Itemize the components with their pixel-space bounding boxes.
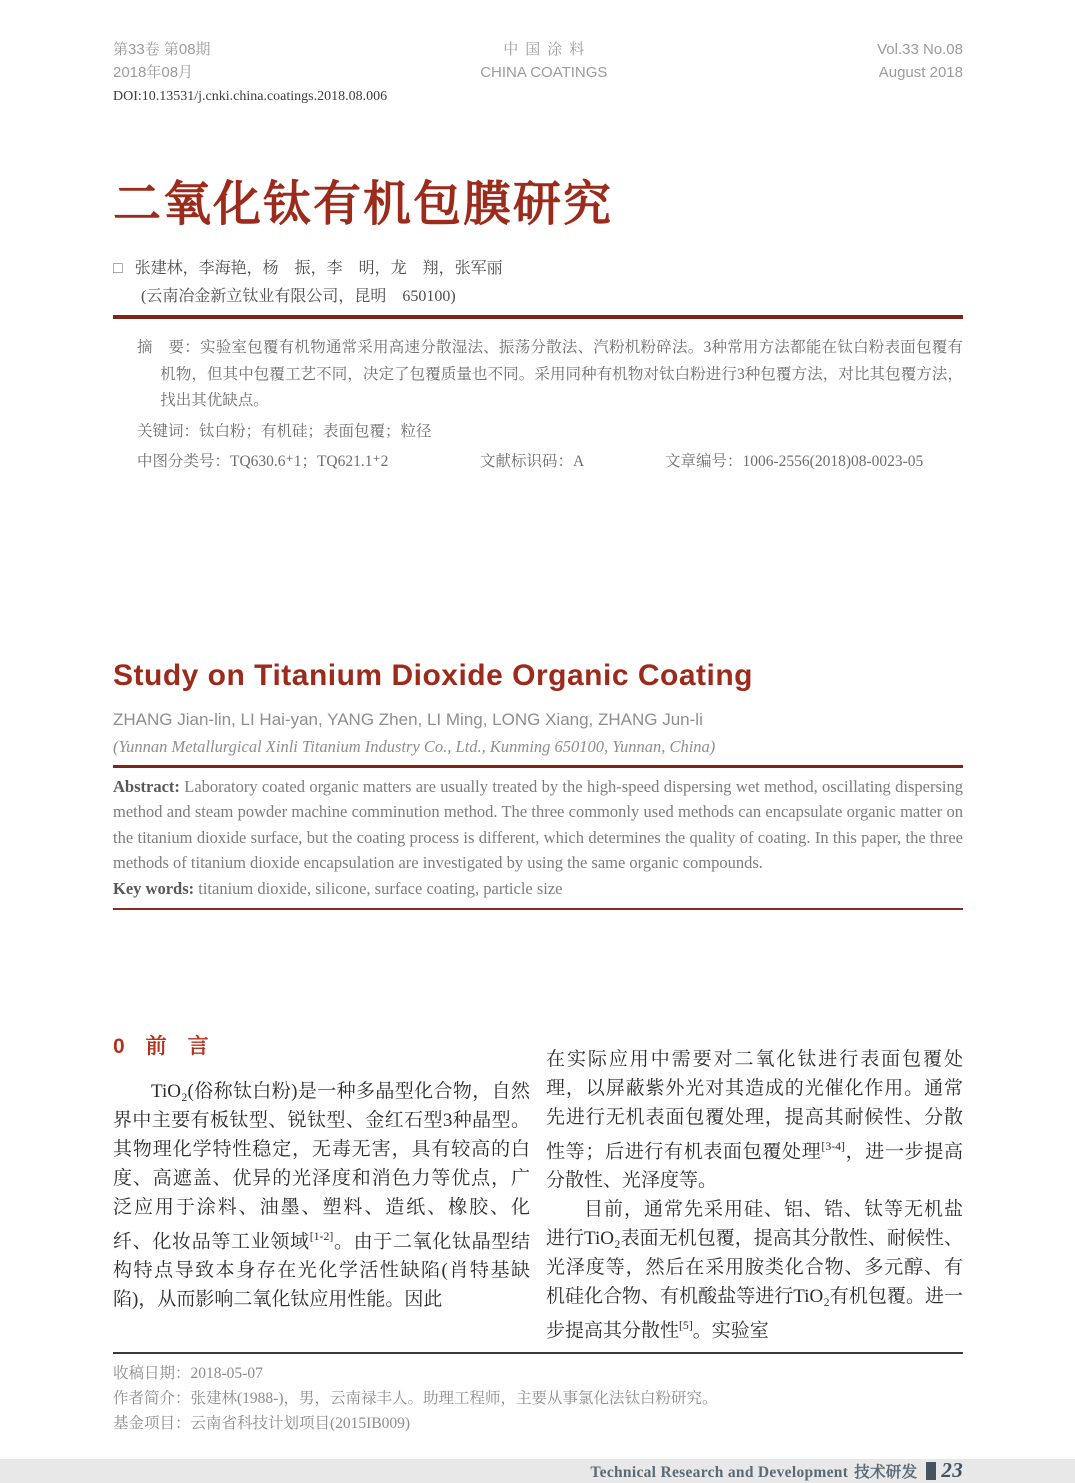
authors-cn bbox=[113, 255, 963, 278]
doi-line: DOI:10.13531/j.cnki.china.coatings.2018.08.006 bbox=[113, 89, 388, 104]
journal-name-en: CHINA COATINGS bbox=[480, 64, 608, 81]
article-title-cn: 二氧化钛有机包膜研究 bbox=[113, 178, 614, 231]
header-date-en: August 2018 bbox=[878, 64, 963, 81]
footnote-rule bbox=[113, 1352, 963, 1354]
header-date-cn: 2018年08月 bbox=[113, 64, 194, 81]
abstract-cn-text: 实验室包覆有机物通常采用高速分散湿法、振荡分散法、汽粉机粉碎法。3种常用方法都能在钛白粉表面包覆有机物，但其中包覆工艺不同，决定了包覆质量也不同。采用同种有机物对钛白粉进行3种包覆方法，对比其包覆方法，找出其优缺点。 bbox=[160, 339, 963, 409]
page-number: 23 bbox=[941, 1457, 963, 1482]
journal-name-cn: 中国涂料 bbox=[503, 41, 592, 58]
footer-section-en: Technical Research and Development bbox=[590, 1463, 849, 1481]
body-paragraph: 在实际应用中需要对二氧化钛进行表面包覆处理，以屏蔽紫外光对其造成的光催化作用。通常先进行无机表面包覆处理，提高其耐候性、分散性等；后进行有机表面包覆处理[3-4]，进一步提高分散性、光泽度等。 bbox=[546, 1049, 963, 1192]
abstract-cn bbox=[137, 335, 963, 415]
keywords-cn bbox=[137, 419, 963, 441]
section-divider-rule bbox=[113, 908, 963, 910]
header-issue-en bbox=[877, 38, 963, 84]
affiliation-en: (Yunnan Metallurgical Xinli Titanium Industry Co., Ltd., Kunming 650100, Yunnan, China) bbox=[113, 736, 716, 756]
keywords-en: Key words: titanium dioxide, silicone, surface coating, particle size bbox=[113, 878, 563, 898]
keywords-cn-text: 钛白粉；有机硅；表面包覆；粒径 bbox=[199, 422, 432, 440]
header-volume-en: Vol.33 No.08 bbox=[877, 41, 963, 58]
document-code: 文献标识码：A bbox=[480, 452, 585, 470]
footer-bar-icon bbox=[926, 1462, 936, 1480]
header-volume-cn: 第33卷 第08期 bbox=[113, 41, 211, 58]
article-id: 文章编号：1006-2556(2018)08-0023-05 bbox=[665, 452, 924, 470]
page-footer bbox=[113, 1458, 963, 1483]
right-column bbox=[546, 1033, 963, 1346]
authors-cn-names: 张建林，李海艳，杨 振，李 明，龙 翔，张军丽 bbox=[134, 260, 503, 277]
footnote-fund-project: 基金项目：云南省科技计划项目(2015IB009) bbox=[113, 1414, 411, 1432]
footer-section-cn: 技术研发 bbox=[854, 1463, 918, 1481]
body-columns bbox=[113, 1033, 963, 1346]
article-meta bbox=[137, 449, 963, 471]
footnote-received-date: 收稿日期：2018-05-07 bbox=[113, 1364, 263, 1382]
footnote-author-bio: 作者简介：张建林(1988-)，男，云南禄丰人。助理工程师，主要从事氯化法钛白粉研究。 bbox=[113, 1389, 718, 1407]
header-issue-cn bbox=[113, 38, 211, 84]
body-paragraph: 目前，通常先采用硅、铝、锆、钛等无机盐进行TiO₂表面无机包覆，提高其分散性、耐候性、光泽度等，然后在采用胺类化合物、多元醇、有机硅化合物、有机酸盐等进行TiO₂有机包覆。进一步提高其分散性[5]。实验室 bbox=[546, 1199, 963, 1342]
abstract-en: Abstract: Laboratory coated organic matters are usually treated by the high-speed dispersing wet method, oscillating dispersing method and steam powder machine comminution method. The three commonly used methods can encapsulate organic matter on the titanium dioxide surface, but the coating process is different, which determines the quality of coating. In this paper, the three methods of titanium dioxide encapsulation are investigated by using the same organic compounds. bbox=[113, 776, 963, 872]
section-heading: 0 前 言 bbox=[113, 1035, 209, 1058]
keywords-cn-label: 关键词： bbox=[137, 422, 200, 440]
footnotes bbox=[113, 1361, 963, 1436]
abstract-divider-rule bbox=[113, 765, 963, 768]
clc-number: 中图分类号：TQ630.6⁺1；TQ621.1⁺2 bbox=[137, 452, 389, 470]
left-column bbox=[113, 1033, 530, 1346]
author-marker-icon: □ bbox=[113, 260, 123, 277]
article-title-en: Study on Titanium Dioxide Organic Coating bbox=[113, 658, 753, 692]
page-header bbox=[113, 38, 963, 84]
affiliation-cn: (云南冶金新立钛业有限公司，昆明 650100) bbox=[141, 288, 456, 305]
header-journal bbox=[480, 38, 607, 84]
authors-en: ZHANG Jian-lin, LI Hai-yan, YANG Zhen, LI Ming, LONG Xiang, ZHANG Jun-li bbox=[113, 709, 703, 729]
body-paragraph: TiO₂(俗称钛白粉)是一种多晶型化合物，自然界中主要有板钛型、锐钛型、金红石型3种晶型。其物理化学特性稳定，无毒无害，具有较高的白度、高遮盖、优异的光泽度和消色力等优点，广泛应用于涂料、油墨、塑料、造纸、橡胶、化纤、化妆品等工业领域[1-2]。由于二氧化钛晶型结构特点导致本身存在光化学活性缺陷(肖特基缺陷)，从而影响二氧化钛应用性能。因此 bbox=[113, 1081, 530, 1311]
title-divider-rule bbox=[113, 315, 963, 319]
abstract-cn-label: 摘 要： bbox=[137, 339, 200, 356]
